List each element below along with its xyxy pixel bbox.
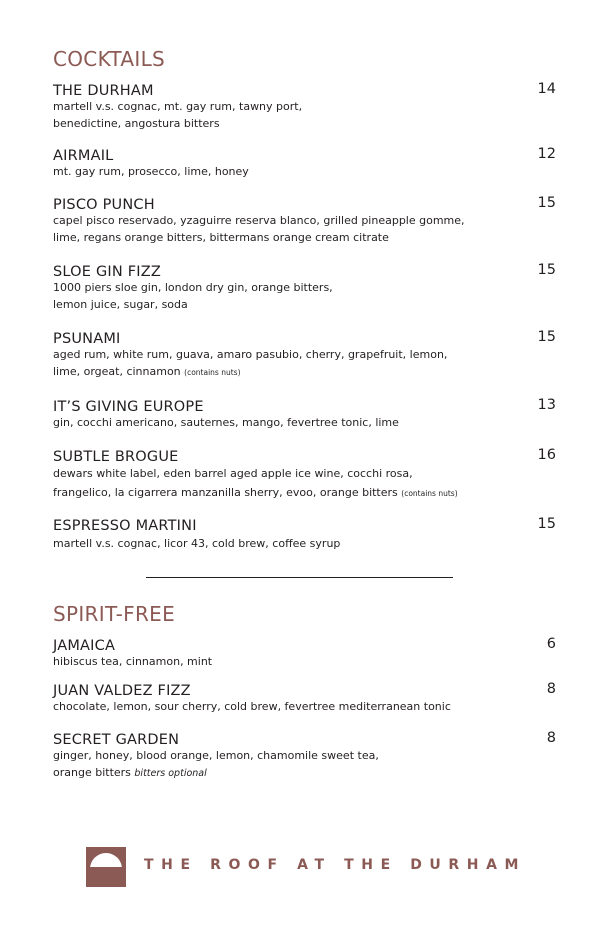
item-description: mt. gay rum, prosecco, lime, honey [53, 165, 249, 178]
spirit-free-heading: SPIRIT-FREE [53, 602, 176, 626]
item-name: IT’S GIVING EUROPE [53, 399, 204, 415]
cocktails-heading: COCKTAILS [53, 47, 166, 71]
item-description: martell v.s. cognac, mt. gay rum, tawny port, benedictine, angostura bitters [53, 100, 303, 130]
item-description: 1000 piers sloe gin, london dry gin, orange bitters, lemon juice, sugar, soda [53, 281, 333, 311]
item-description: aged rum, white rum, guava, amaro pasubio, cherry, grapefruit, lemon, lime, orgeat, cinnamon (contains nuts) [53, 348, 448, 378]
item-description: chocolate, lemon, sour cherry, cold brew, fevertree mediterranean tonic [53, 700, 451, 713]
item-name: JUAN VALDEZ FIZZ [53, 683, 191, 699]
item-name: SECRET GARDEN [53, 732, 180, 748]
menu-item-pisco-punch [53, 194, 556, 246]
item-price: 8 [546, 730, 556, 746]
item-description: gin, cocchi americano, sauternes, mango, fevertree tonic, lime [53, 416, 399, 429]
menu-item-secret-garden [53, 729, 556, 782]
item-name: SUBTLE BROGUE [53, 449, 179, 465]
menu-item-the-durham [53, 80, 556, 132]
durham-logo-icon [86, 847, 126, 887]
menu-item-its-giving-europe [53, 396, 556, 431]
item-price: 16 [537, 447, 556, 463]
item-description: dewars white label, eden barrel aged apple ice wine, cocchi rosa, frangelico, la cigarrera manzanilla sherry, evoo, orange bitters (contains nuts) [53, 467, 458, 499]
menu-item-espresso-martini [53, 515, 556, 552]
item-name: PSUNAMI [53, 331, 121, 347]
item-price: 12 [537, 146, 556, 162]
item-name: JAMAICA [53, 638, 116, 654]
contains-nuts-note: (contains nuts) [401, 489, 458, 498]
bitters-optional-note: bitters optional [134, 768, 207, 779]
item-description: hibiscus tea, cinnamon, mint [53, 655, 213, 668]
item-name: SLOE GIN FIZZ [53, 264, 162, 280]
contains-nuts-note: (contains nuts) [184, 368, 241, 377]
section-divider [146, 577, 453, 578]
brand-wordmark: THE ROOF AT THE DURHAM [144, 857, 527, 873]
menu-item-subtle-brogue [53, 446, 556, 503]
item-price: 8 [546, 681, 556, 697]
item-price: 15 [537, 329, 556, 345]
item-name: PISCO PUNCH [53, 197, 155, 213]
item-price: 15 [537, 262, 556, 278]
item-price: 15 [537, 516, 556, 532]
item-name: AIRMAIL [53, 148, 114, 164]
menu-item-juan-valdez-fizz [53, 680, 556, 715]
menu-item-jamaica [53, 635, 556, 670]
item-description: ginger, honey, blood orange, lemon, chamomile sweet tea, orange bitters bitters optional [53, 749, 379, 779]
menu-item-psunami [53, 328, 556, 381]
item-price: 15 [537, 195, 556, 211]
item-name: ESPRESSO MARTINI [53, 518, 197, 534]
item-description: martell v.s. cognac, licor 43, cold brew, coffee syrup [53, 537, 341, 550]
item-description: capel pisco reservado, yzaguirre reserva blanco, grilled pineapple gomme, lime, regans orange bitters, bittermans orange cream citrate [53, 214, 465, 244]
menu-item-sloe-gin-fizz [53, 261, 556, 313]
item-price: 14 [537, 81, 556, 97]
item-price: 13 [537, 397, 556, 413]
menu-item-airmail [53, 145, 556, 180]
item-price: 6 [546, 636, 556, 652]
item-name: THE DURHAM [53, 83, 154, 99]
